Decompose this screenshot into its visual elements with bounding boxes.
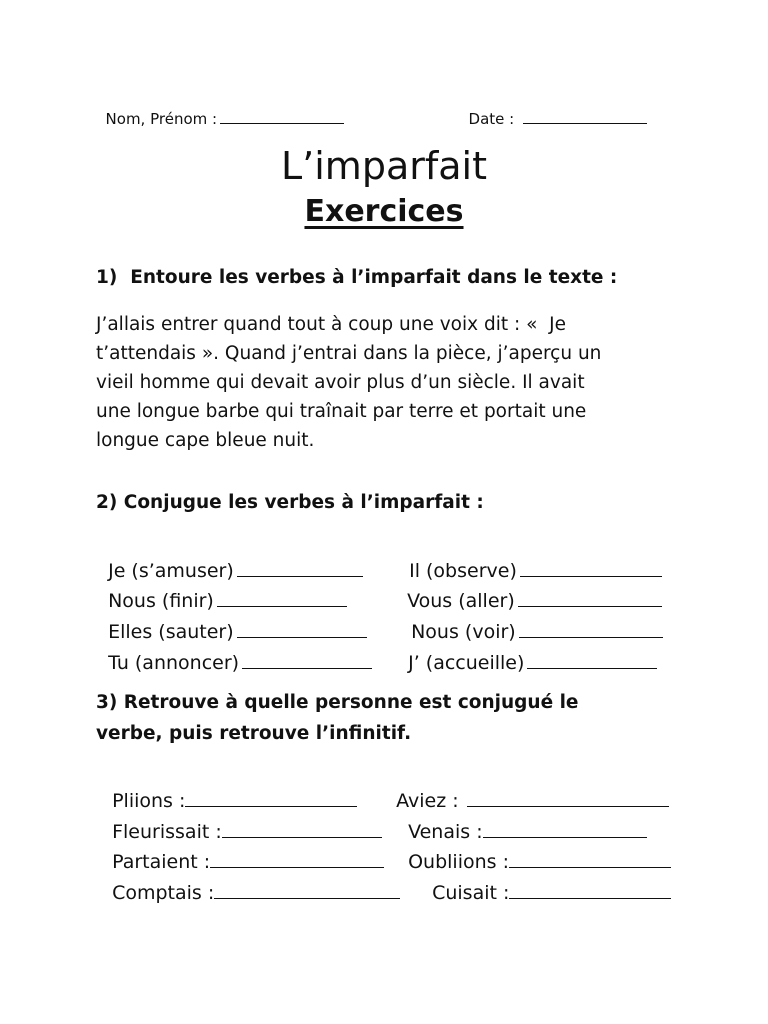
conjugation-prompt: J’ (accueille) xyxy=(408,652,525,674)
conjugation-prompt: Nous (finir) xyxy=(108,590,214,612)
exercise-1-text-line: une longue barbe qui traînait par terre et portait une xyxy=(96,401,587,422)
exercise-3-heading: 3) Retrouve à quelle personne est conjugué le xyxy=(96,692,579,713)
name-blank[interactable] xyxy=(220,122,344,124)
identification-item xyxy=(100,860,400,904)
answer-blank[interactable] xyxy=(527,667,657,669)
page-title: L’imparfait xyxy=(281,144,487,188)
conjugation-prompt: Il (observe) xyxy=(409,560,517,582)
page-subtitle: Exercices xyxy=(304,194,464,229)
exercise-1-heading: 1) Entoure les verbes à l’imparfait dans le texte : xyxy=(96,267,618,288)
verb-prompt: Comptais : xyxy=(112,882,215,904)
exercise-1-text-line: t’attendais ». Quand j’entrai dans la pièce, j’aperçu un xyxy=(96,343,602,364)
exercise-1-text-line: longue cape bleue nuit. xyxy=(96,430,315,451)
answer-blank[interactable] xyxy=(242,667,372,669)
answer-blank[interactable] xyxy=(509,897,671,899)
conjugation-item xyxy=(96,630,372,674)
answer-blank[interactable] xyxy=(214,897,400,899)
conjugation-prompt: Tu (annoncer) xyxy=(108,652,240,674)
exercise-2-heading: 2) Conjugue les verbes à l’imparfait : xyxy=(96,492,484,513)
conjugation-prompt: Nous (voir) xyxy=(411,621,516,643)
verb-prompt: Venais : xyxy=(408,821,483,843)
verb-prompt: Oubliions : xyxy=(408,851,509,873)
conjugation-prompt: Vous (aller) xyxy=(407,590,515,612)
conjugation-prompt: Elles (sauter) xyxy=(108,621,234,643)
verb-prompt: Aviez : xyxy=(396,790,459,812)
conjugation-item xyxy=(396,630,657,674)
name-label: Nom, Prénom : xyxy=(105,110,218,128)
exercise-1-text-line: vieil homme qui devait avoir plus d’un siècle. Il avait xyxy=(96,372,585,393)
name-field xyxy=(96,92,344,128)
verb-prompt: Cuisait : xyxy=(432,882,510,904)
verb-prompt: Fleurissait : xyxy=(112,821,222,843)
exercise-1-text-line: J’allais entrer quand tout à coup une voix dit : « Je xyxy=(96,314,567,335)
verb-prompt: Partaient : xyxy=(112,851,211,873)
date-field xyxy=(459,92,647,128)
date-blank[interactable] xyxy=(523,122,647,124)
date-label: Date : xyxy=(468,110,515,128)
exercise-3-heading: verbe, puis retrouve l’infinitif. xyxy=(96,723,412,744)
identification-item xyxy=(420,860,671,904)
conjugation-prompt: Je (s’amuser) xyxy=(108,560,234,582)
verb-prompt: Pliions : xyxy=(112,790,186,812)
